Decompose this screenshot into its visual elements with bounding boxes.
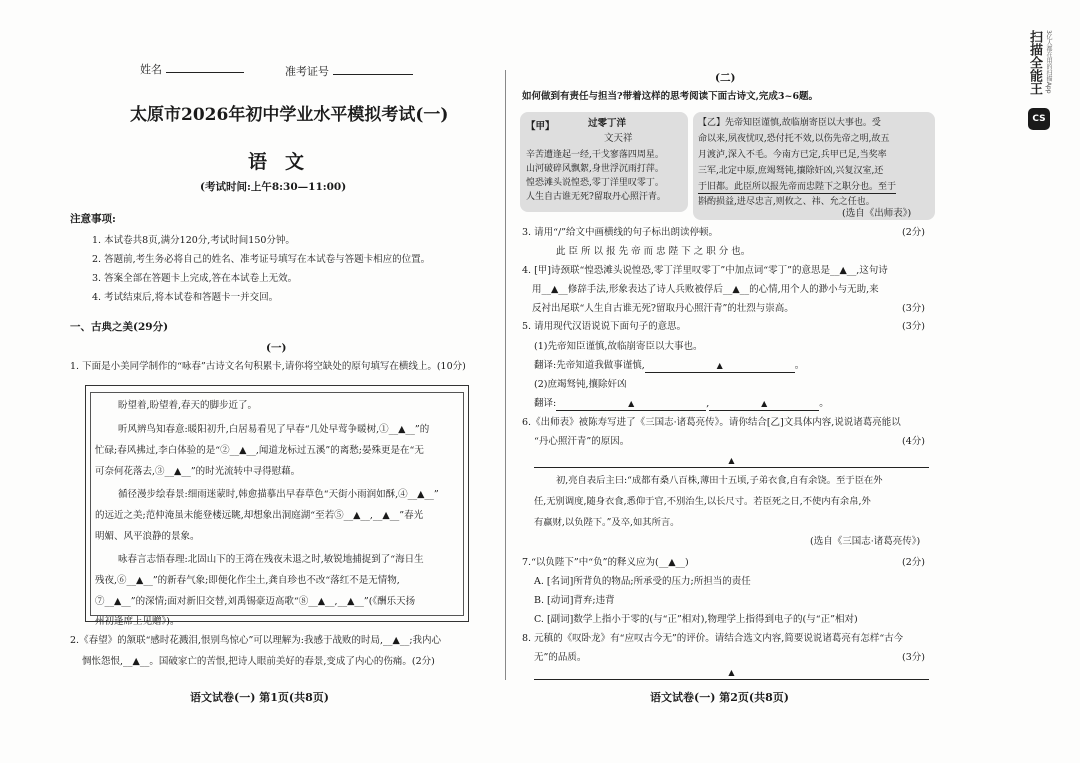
page-footer-left: 语文试卷(一) 第1页(共8页) xyxy=(190,691,329,704)
prose-line-underlined: 于旧都。此臣所以报先帝而忠陛下之职分也。至于 xyxy=(698,182,897,192)
question-6-score: (4分) xyxy=(902,436,925,447)
page-footer-right: 语文试卷(一) 第2页(共8页) xyxy=(650,691,789,704)
question-7-score: (2分) xyxy=(902,557,925,568)
scanner-app-name: 扫描全能王 xyxy=(1027,30,1042,95)
card-line: 盼望着,盼望着,春天的脚步近了。 xyxy=(118,400,258,411)
exam-number-field: 准考证号 xyxy=(285,65,413,78)
answer-mark-icon: ▲ xyxy=(716,361,723,370)
card-line: 可奈何花落去,③__▲__”的时光流转中寻得慰藉。 xyxy=(95,466,301,477)
answer-mark-icon: ▲ xyxy=(761,399,768,408)
card-line: 明媚、风平浪静的景象。 xyxy=(95,531,200,542)
poem-author: 文天祥 xyxy=(604,133,633,144)
notice-item: 2. 答题前,考生务必将自己的姓名、准考证号填写在本试卷与答题卡相应的位置。 xyxy=(92,254,431,265)
exam-time: (考试时间:上午8:30—11:00) xyxy=(200,181,347,193)
card-line: 残夜,⑥__▲__”的新春气象;即便化作尘土,龚自珍也不改“落红不是无情物, xyxy=(95,575,400,586)
poem-title: 过零丁洋 xyxy=(588,118,627,129)
option-a: A. [名词]所背负的物品;所承受的压力;所担当的责任 xyxy=(534,576,751,587)
subject-title: 语文 xyxy=(248,151,323,173)
scanner-watermark xyxy=(1022,20,1060,170)
passage-line: 有赢财,以负陛下。”及卒,如其所言。 xyxy=(534,517,680,528)
card-line: 州初逢席上见赠》)。 xyxy=(95,616,180,627)
prose-source: (选自《出师表》) xyxy=(842,208,912,219)
question-8-line: 8. 元稹的《叹卧龙》有“应叹古今无”的评价。请结合选文内容,简要说说诸葛亮有怎样“古今 xyxy=(522,633,904,644)
answer-line xyxy=(534,455,929,468)
question-7: 7.“以负陛下”中“负”的释义应为(__▲__) xyxy=(522,557,689,568)
passage-line: 任,无别调度,随身衣食,悉仰于官,不别治生,以长尺寸。若臣死之日,不使内有余帛,外 xyxy=(534,496,871,507)
camscanner-logo-icon: CS xyxy=(1028,108,1050,130)
question-5: 5. 请用现代汉语说说下面句子的意思。 xyxy=(522,321,687,332)
notice-item: 1. 本试卷共8页,满分120分,考试时间150分钟。 xyxy=(92,235,295,246)
question-5-translation: 翻译: ▲ , ▲ 。 xyxy=(534,398,829,409)
question-3-score: (2分) xyxy=(902,227,925,238)
answer-mark-icon: ▲ xyxy=(728,668,735,677)
page-1 xyxy=(70,55,495,705)
notice-item: 3. 答案全部在答题卡上完成,答在本试卷上无效。 xyxy=(92,273,298,284)
part-heading: (二) xyxy=(715,72,736,84)
reading-intro: 如何做到有责任与担当?带着这样的思考阅读下面古诗文,完成3~6题。 xyxy=(522,91,819,102)
prose-line: 月渡泸,深入不毛。今南方已定,兵甲已足,当奖率 xyxy=(698,150,887,160)
prose-line: 【乙】先帝知臣谨慎,故临崩寄臣以大事也。受 xyxy=(698,118,881,128)
question-3-sentence: 此 臣 所 以 报 先 帝 而 忠 陛 下 之 职 分 也。 xyxy=(556,246,751,257)
column-divider xyxy=(505,70,506,680)
question-8-line: 无”的品质。 xyxy=(534,652,587,663)
card-line: ⑦__▲__”的深情;面对新旧交替,刘禹锡豪迈高歌“⑧__▲__,__▲__”(《酬乐天扬 xyxy=(95,596,416,607)
option-c: C. [副词]数学上指小于零的(与“正”相对),物理学上指得到电子的(与“正”相对) xyxy=(534,614,858,625)
prose-line: 三军,北定中原,庶竭驽钝,攘除奸凶,兴复汉室,还 xyxy=(698,166,884,176)
question-2-line: 2.《春望》的颔联“感时花溅泪,恨别鸟惊心”可以理解为:我感于战败的时局,__▲__;我内心 xyxy=(70,635,442,646)
card-line: 忙碌;春风拂过,李白体验的是“②__▲__,闻道龙标过五溪”的离愁;晏殊更是在“无 xyxy=(95,445,424,456)
name-field: 姓名 xyxy=(140,63,244,76)
card-line: 循径漫步绘春景:细雨迷蒙时,韩愈描摹出早春草色“天街小雨润如酥,④__▲__” xyxy=(118,489,439,500)
page-2 xyxy=(520,55,935,705)
scanner-tagline: 3亿人都在用的扫描App xyxy=(1045,30,1052,94)
question-4-line: 4. [甲]诗颈联“惶恐滩头说惶恐,零丁洋里叹零丁”中加点词“零丁”的意思是__▲__,这句诗 xyxy=(522,265,888,276)
question-5-sub: (1)先帝知臣谨慎,故临崩寄臣以大事也。 xyxy=(534,341,703,352)
poem-line: 人生自古谁无死?留取丹心照汗青。 xyxy=(526,192,666,202)
passage-line: 初,亮自表后主曰:“成都有桑八百株,薄田十五顷,子弟衣食,自有余饶。至于臣在外 xyxy=(556,475,883,486)
notice-title: 注意事项: xyxy=(70,213,116,225)
poem-line: 山河破碎风飘絮,身世浮沉雨打萍。 xyxy=(526,164,664,174)
exam-title: 太原市2026年初中学业水平模拟考试(一) xyxy=(130,105,449,125)
question-2-line: 惆怅怨恨,__▲__。国破家亡的苦恨,把诗人眼前美好的春景,变成了内心的伤痛。(2分) xyxy=(82,656,435,667)
question-6-line: 6.《出师表》被陈寿写进了《三国志·诸葛亮传》。请你结合[乙]文具体内容,说说诸葛亮能以 xyxy=(522,417,901,428)
answer-line xyxy=(534,667,929,680)
poem-line: 辛苦遭逢起一经,干戈寥落四周星。 xyxy=(526,150,664,160)
option-b: B. [动词]背弃;违背 xyxy=(534,595,615,606)
card-line: 咏春言志悟春理:北固山下的王湾在残夜未退之时,敏锐地捕捉到了“海日生 xyxy=(118,554,424,565)
poem-tag: 【甲】 xyxy=(526,121,555,132)
passage-source: (选自《三国志·诸葛亮传》) xyxy=(810,536,921,547)
question-4-line: 用__▲__修辞手法,形象表达了诗人兵败被俘后__▲__的心情,用个人的渺小与无助,来 xyxy=(532,284,879,295)
question-6-line: “丹心照汗青”的原因。 xyxy=(534,436,630,447)
answer-mark-icon: ▲ xyxy=(728,456,735,465)
part-heading: (一) xyxy=(266,342,287,354)
question-3: 3. 请用“/”给文中画横线的句子标出朗读停顿。 xyxy=(522,227,718,238)
question-5-translation: 翻译:先帝知道我做事谨慎, ▲ 。 xyxy=(534,360,805,371)
question-1: 1. 下面是小美同学制作的“咏春”古诗文名句积累卡,请你将空缺处的原句填写在横线上。(10分) xyxy=(70,361,466,372)
notice-item: 4. 考试结束后,将本试卷和答题卡一并交回。 xyxy=(92,292,279,303)
card-line: 听风辨鸟知春意:暖阳初升,白居易看见了早春“几处早莺争暖树,①__▲__”的 xyxy=(118,424,430,435)
poem-line: 惶恐滩头说惶恐,零丁洋里叹零丁。 xyxy=(526,178,664,188)
question-4-score: (3分) xyxy=(902,303,925,314)
question-5-score: (3分) xyxy=(902,321,925,332)
section-heading: 一、古典之美(29分) xyxy=(70,321,169,333)
card-line: 的远近之美;范仲淹虽未能登楼远眺,却想象出洞庭湖“至若⑤__▲__,__▲__”春光 xyxy=(95,510,424,521)
prose-line: 命以来,夙夜忧叹,恐付托不效,以伤先帝之明,故五 xyxy=(698,134,890,144)
answer-mark-icon: ▲ xyxy=(628,399,635,408)
question-8-score: (3分) xyxy=(902,652,925,663)
question-4-line: 反衬出尾联“人生自古谁无死?留取丹心照汗青”的壮烈与崇高。 xyxy=(532,303,794,314)
question-5-sub: (2)庶竭驽钝,攘除奸凶 xyxy=(534,379,627,390)
prose-line: 斟酌损益,进尽忠言,则攸之、祎、允之任也。 xyxy=(698,197,875,207)
